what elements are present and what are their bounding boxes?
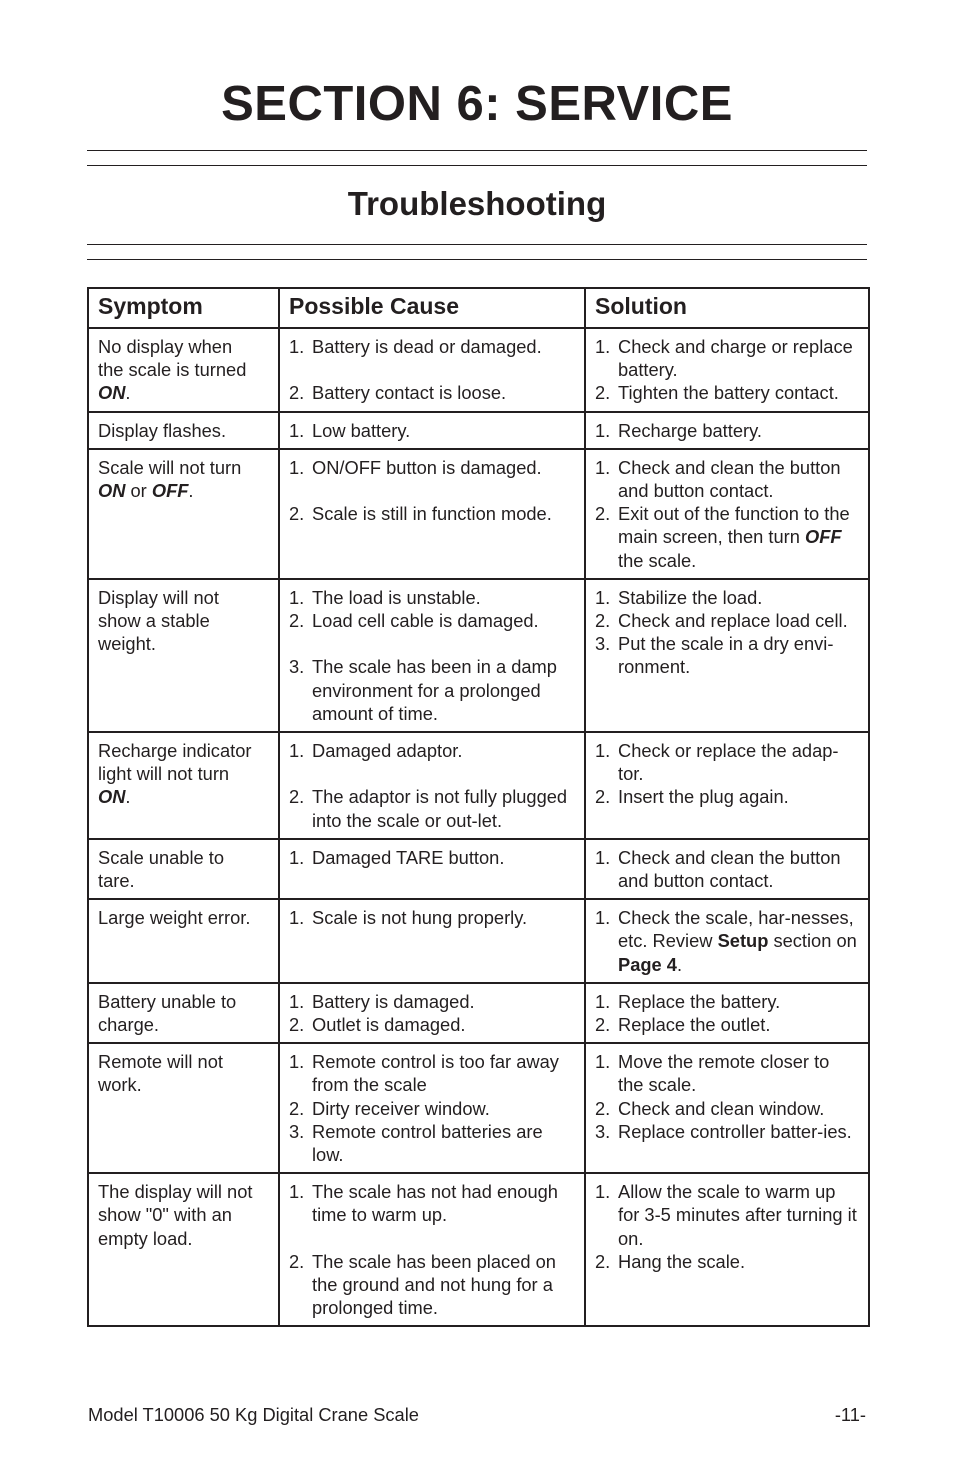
text-run: .	[676, 953, 683, 975]
text-run: Damaged adaptor.	[312, 740, 463, 762]
text-run: The scale has been placed on the ground and not hung for a prolonged time.	[312, 1250, 556, 1319]
item-number: 2.	[595, 503, 611, 525]
item-text	[618, 739, 859, 785]
item-number: 3.	[289, 656, 305, 678]
symptom-cell	[88, 1173, 279, 1326]
list-item	[289, 381, 575, 404]
item-number: 1.	[289, 846, 305, 868]
item-number: 1.	[289, 456, 305, 478]
list-item	[289, 335, 575, 358]
rule-mid-2	[87, 259, 867, 260]
text-run: Damaged TARE button.	[312, 846, 505, 868]
list-item	[595, 502, 859, 572]
item-text	[618, 586, 859, 609]
item-number: 2.	[289, 503, 305, 525]
item-number: 2.	[289, 1014, 305, 1036]
text-run: Low battery.	[312, 419, 411, 441]
symptom-cell	[88, 899, 279, 983]
header-symptom: Symptom	[88, 288, 279, 328]
item-text	[618, 906, 859, 976]
text-run: Remote control is too far away from the scale	[312, 1051, 559, 1096]
solution-cell	[585, 328, 869, 412]
list-item	[595, 1120, 859, 1143]
spacer	[289, 358, 575, 381]
solution-cell	[585, 1043, 869, 1173]
symptom-cell	[88, 1043, 279, 1173]
item-number: 1.	[595, 846, 611, 868]
item-number: 2.	[289, 1097, 305, 1119]
item-number: 2.	[595, 1097, 611, 1119]
item-number: 1.	[595, 740, 611, 762]
table-row	[88, 983, 869, 1043]
table-row	[88, 412, 869, 449]
item-number: 2.	[289, 610, 305, 632]
text-run: Scale is not hung properly.	[312, 907, 528, 929]
cause-cell	[279, 1043, 585, 1173]
item-text	[312, 990, 575, 1013]
list-item	[289, 785, 575, 831]
spacer	[289, 1227, 575, 1250]
solution-cell	[585, 732, 869, 839]
item-text	[618, 456, 859, 502]
symptom-cell	[88, 449, 279, 579]
item-text	[312, 655, 575, 725]
table-row	[88, 732, 869, 839]
item-text	[618, 335, 859, 381]
item-text	[618, 1250, 859, 1273]
text-run: ON	[98, 382, 126, 404]
table-row	[88, 1173, 869, 1326]
cause-cell	[279, 983, 585, 1043]
text-run: Recharge battery.	[618, 419, 762, 441]
cause-cell	[279, 1173, 585, 1326]
item-number: 1.	[289, 586, 305, 608]
footer-page-number: -11-	[834, 1404, 866, 1425]
item-text	[312, 1050, 575, 1096]
text-run: ON/OFF button is damaged.	[312, 456, 542, 478]
text-run: Scale unable to tare.	[98, 846, 225, 892]
item-text	[312, 456, 575, 479]
item-number: 3.	[289, 1120, 305, 1142]
text-run: Load cell cable is damaged.	[312, 610, 539, 632]
item-number: 3.	[595, 633, 611, 655]
cause-cell	[279, 839, 585, 899]
rule-top-1	[87, 150, 867, 151]
item-text	[618, 1013, 859, 1036]
list-item	[289, 1013, 575, 1036]
troubleshooting-table	[87, 287, 870, 1327]
solution-cell	[585, 983, 869, 1043]
subsection-title: Troubleshooting	[347, 185, 607, 222]
solution-cell	[585, 579, 869, 732]
solution-cell	[585, 1173, 869, 1326]
item-text	[312, 419, 575, 442]
text-run: Insert the plug again.	[618, 786, 789, 808]
rule-mid-1	[87, 244, 867, 245]
text-run: Replace the outlet.	[618, 1014, 771, 1036]
item-text	[618, 381, 859, 404]
item-number: 1.	[595, 336, 611, 357]
text-run: Replace the battery.	[618, 990, 781, 1012]
section-title: SECTION 6: SERVICE	[221, 77, 733, 131]
text-run: the scale.	[618, 549, 697, 571]
table-row	[88, 1043, 869, 1173]
list-item	[289, 906, 575, 929]
list-item	[289, 419, 575, 442]
text-run: section on	[768, 930, 857, 952]
list-item	[289, 655, 575, 725]
item-number: 3.	[595, 1120, 611, 1142]
text-run: Setup	[717, 930, 769, 952]
item-text	[312, 1250, 575, 1320]
symptom-cell	[88, 983, 279, 1043]
text-run: Display will not show a stable weight.	[98, 586, 219, 655]
solution-cell	[585, 839, 869, 899]
item-number: 1.	[595, 907, 611, 929]
item-text	[312, 1120, 575, 1166]
text-run: Page 4	[618, 953, 677, 975]
text-run: Battery unable to charge.	[98, 990, 237, 1036]
text-run: No display when the scale is turned	[98, 336, 247, 381]
text-run: Check the scale, har-nesses, etc. Review	[618, 907, 854, 952]
text-run: The scale has not had enough time to warm up.	[312, 1181, 558, 1226]
list-item	[289, 1120, 575, 1166]
spacer	[289, 762, 575, 785]
text-run: .	[125, 786, 131, 808]
symptom-cell	[88, 839, 279, 899]
list-item	[595, 739, 859, 785]
item-text	[312, 586, 575, 609]
text-run: The adaptor is not fully plugged into the scale or out-let.	[312, 786, 568, 831]
list-item	[289, 1050, 575, 1096]
list-item	[595, 1180, 859, 1250]
table-row	[88, 839, 869, 899]
text-run: Check or replace the adap-tor.	[618, 740, 839, 785]
list-item	[595, 1013, 859, 1036]
item-number: 2.	[595, 382, 611, 404]
item-number: 1.	[289, 740, 305, 762]
text-run: ON	[98, 786, 126, 808]
header-solution: Solution	[585, 288, 869, 328]
symptom-cell	[88, 412, 279, 449]
text-run: Exit out of the function to the main screen, then turn	[618, 503, 850, 548]
item-number: 1.	[289, 419, 305, 441]
item-text	[312, 739, 575, 762]
text-run: Scale is still in function mode.	[312, 503, 552, 525]
symptom-cell	[88, 328, 279, 412]
item-text	[618, 846, 859, 892]
item-number: 1.	[289, 1181, 305, 1203]
list-item	[595, 1097, 859, 1120]
list-item	[595, 335, 859, 381]
text-run: Dirty receiver window.	[312, 1097, 490, 1119]
text-run: Tighten the battery contact.	[618, 382, 839, 404]
item-text	[312, 906, 575, 929]
text-run: Move the remote closer to the scale.	[618, 1051, 830, 1096]
table-header-row	[88, 288, 869, 328]
list-item	[595, 456, 859, 502]
list-item	[289, 739, 575, 762]
list-item	[289, 586, 575, 609]
item-number: 1.	[595, 419, 611, 441]
text-run: Recharge indicator light will not turn	[98, 740, 252, 785]
item-text	[618, 1180, 859, 1250]
cause-cell	[279, 328, 585, 412]
text-run: Battery is damaged.	[312, 990, 475, 1012]
item-number: 1.	[289, 336, 305, 357]
item-text	[618, 1097, 859, 1120]
table-row	[88, 579, 869, 732]
symptom-cell	[88, 579, 279, 732]
item-number: 2.	[595, 1250, 611, 1272]
spacer	[289, 632, 575, 655]
item-text	[618, 419, 859, 442]
text-run: The display will not show "0" with an empty load.	[98, 1181, 253, 1249]
text-run: The load is unstable.	[312, 586, 481, 608]
list-item	[289, 846, 575, 869]
item-text	[312, 381, 575, 404]
item-text	[618, 990, 859, 1013]
text-run: The scale has been in a damp environment for a prolonged amount of time.	[312, 656, 557, 724]
item-text	[312, 1180, 575, 1226]
table-row	[88, 899, 869, 983]
text-run: Remote control batteries are low.	[312, 1120, 543, 1166]
footer-model: Model T10006 50 Kg Digital Crane Scale	[88, 1404, 419, 1425]
list-item	[595, 906, 859, 976]
item-number: 2.	[289, 786, 305, 808]
text-run: Check and clean the button and button contact.	[618, 846, 841, 892]
list-item	[595, 785, 859, 808]
spacer	[289, 479, 575, 502]
text-run: Battery contact is loose.	[312, 382, 507, 404]
text-run: Check and replace load cell.	[618, 610, 848, 632]
solution-cell	[585, 899, 869, 983]
text-run: .	[188, 480, 194, 502]
item-text	[312, 502, 575, 525]
item-text	[618, 1120, 859, 1143]
item-number: 2.	[595, 786, 611, 808]
table-row	[88, 449, 869, 579]
text-run: Check and clean the button and button contact.	[618, 456, 841, 502]
list-item	[595, 586, 859, 609]
item-text	[618, 785, 859, 808]
list-item	[595, 1050, 859, 1096]
item-number: 1.	[595, 586, 611, 608]
text-run: Large weight error.	[98, 907, 251, 929]
item-text	[312, 785, 575, 831]
text-run: Check and clean window.	[618, 1097, 825, 1119]
text-run: Allow the scale to warm up for 3-5 minutes after turning it on.	[618, 1181, 857, 1249]
text-run: OFF	[804, 526, 842, 548]
item-number: 1.	[289, 907, 305, 929]
list-item	[595, 632, 859, 678]
item-text	[312, 846, 575, 869]
item-text	[618, 1050, 859, 1096]
list-item	[289, 990, 575, 1013]
text-run: Outlet is damaged.	[312, 1014, 466, 1036]
rule-top-2	[87, 165, 867, 166]
list-item	[595, 846, 859, 892]
text-run: Scale will not turn	[98, 456, 242, 478]
list-item	[289, 456, 575, 479]
text-run: Check and charge or replace battery.	[618, 336, 853, 381]
header-possible-cause: Possible Cause	[279, 288, 585, 328]
item-number: 1.	[595, 456, 611, 478]
item-number: 1.	[595, 1051, 611, 1073]
item-text	[618, 632, 859, 678]
text-run: Battery is dead or damaged.	[312, 336, 542, 357]
text-run: Stabilize the load.	[618, 586, 763, 608]
item-text	[312, 1097, 575, 1120]
list-item	[289, 1180, 575, 1226]
text-run: or	[125, 480, 152, 502]
text-run: Remote will not work.	[98, 1051, 223, 1096]
cause-cell	[279, 899, 585, 983]
item-text	[312, 335, 575, 358]
symptom-cell	[88, 732, 279, 839]
list-item	[595, 381, 859, 404]
cause-cell	[279, 732, 585, 839]
solution-cell	[585, 412, 869, 449]
cause-cell	[279, 579, 585, 732]
item-text	[312, 1013, 575, 1036]
table-row	[88, 328, 869, 412]
list-item	[595, 609, 859, 632]
text-run: OFF	[151, 480, 189, 502]
item-text	[618, 609, 859, 632]
text-run: Display flashes.	[98, 419, 227, 441]
cause-cell	[279, 412, 585, 449]
list-item	[289, 609, 575, 632]
list-item	[289, 502, 575, 525]
item-number: 1.	[595, 1181, 611, 1203]
text-run: .	[125, 382, 131, 404]
text-run: Hang the scale.	[618, 1250, 746, 1272]
item-text	[312, 609, 575, 632]
list-item	[595, 990, 859, 1013]
text-run: Put the scale in a dry envi-ronment.	[618, 633, 834, 678]
cause-cell	[279, 449, 585, 579]
item-number: 2.	[289, 382, 305, 404]
list-item	[289, 1250, 575, 1320]
list-item	[289, 1097, 575, 1120]
text-run: ON	[98, 480, 126, 502]
item-number: 1.	[289, 990, 305, 1012]
list-item	[595, 419, 859, 442]
item-number: 2.	[595, 610, 611, 632]
solution-cell	[585, 449, 869, 579]
item-number: 1.	[595, 990, 611, 1012]
text-run: Replace controller batter-ies.	[618, 1120, 852, 1142]
table-body	[88, 328, 869, 1326]
item-text	[618, 502, 859, 572]
list-item	[595, 1250, 859, 1273]
item-number: 2.	[289, 1250, 305, 1272]
item-number: 1.	[289, 1051, 305, 1073]
item-number: 2.	[595, 1014, 611, 1036]
